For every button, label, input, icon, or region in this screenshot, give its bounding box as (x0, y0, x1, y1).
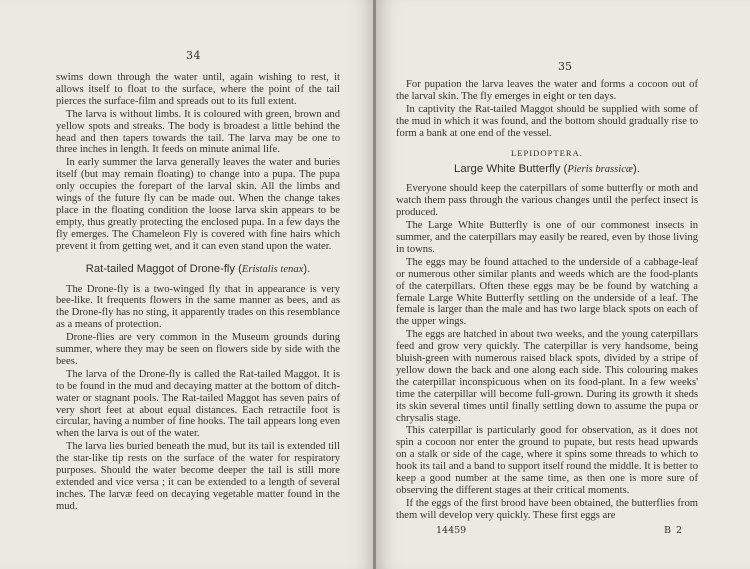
section-heading: Rat-tailed Maggot of Drone-fly (Eristalis tenax). (85, 262, 311, 275)
heading-latin-name: Eristalis tenax (241, 263, 304, 275)
paragraph: The larva of the Drone-fly is called the Rat-tailed Maggot. It is to be found in the mud and decaying matter at the bottom of ditch-water or stagnant pools. The Rat-tailed Maggot has seven pairs of very short feet at about equal distances. Each retractile foot is circular, having a number of fine hooks. The tail appears long even when the larva is out of the water. (56, 368, 340, 440)
section-heading: Large White Butterfly (Pieris brassicæ). (454, 163, 640, 176)
paragraph: Everyone should keep the caterpillars of some butterfly or moth and watch them pass through the various changes until the perfect insect is produced. (396, 183, 698, 219)
paragraph: For pupation the larva leaves the water and forms a cocoon out of the larval skin. The fly emerges in eight or ten days. (396, 79, 698, 102)
left-page (0, 0, 374, 569)
paragraph: The larva lies buried beneath the mud, but its tail is extended till the star-like tip rests on the surface of the water for respiratory purposes. Should the water become deeper the tail is still more extended and vice versa ; it can be extended to a length of several inches. The larvæ feed on decaying vegetable matter found in the mud. (56, 441, 340, 512)
paragraph: swims down through the water until, again wishing to rest, it allows itself to float to the surface, where the point of the tail pierces the surface-film and spreads out to its full extent. (56, 72, 340, 107)
paragraph: If the eggs of the first brood have been obtained, the butterflies from them will develop very quickly. These first eggs are (396, 497, 698, 521)
paragraph: The eggs may be found attached to the underside of a cabbage-leaf or numerous other similar plants and weeds which are the food-plants of the caterpillars. Often these eggs may be be found by watching a female Large White Butterfly settling on the underside of a leaf. The female is larger than the male and has two large black spots on each of the upper wings. (396, 256, 698, 328)
paragraph: This caterpillar is particularly good for observation, as it does not spin a cocoon nor enter the ground to pupate, but rests head upwards on a stalk or side of the cage, where it spins some threads to which to hook its tail and a band to support itself round the middle. It is better to keep a good number at the same time, as then one is more sure of observing the different stages at their critical moments. (396, 425, 698, 496)
paragraph: The eggs are hatched in about two weeks, and the young caterpillars feed and grow very quickly. The caterpillar is very handsome, being bluish-green with numerous raised black spots, divided by a stripe of yellow down the back and one along each side. This colouring makes the caterpillar inconspicuous when on its food-plant. In a few weeks' time the caterpillar will become full-grown. During its growth it sheds its skin several times until finally settling down to assume the pupa or chrysalis stage. (396, 329, 698, 424)
paragraph: In early summer the larva generally leaves the water and buries itself (but may remain floating) to change into a pupa. The pupa only occupies the forepart of the larval skin. All the limbs and wings of the future fly can be made out. When the change takes place in the floating condition the loose larva skin appears to be empty, thus greatly protecting the enclosed pupa. In a few days the fly emerges. The Chameleon Fly is covered with fine hairs which prevent it from getting wet, and it can even stand upon the water. (56, 157, 340, 252)
section-label: LEPIDOPTERA. (511, 147, 583, 158)
signature-mark: B 2 (664, 525, 684, 536)
right-page (376, 0, 750, 569)
heading-title: Large White Butterfly (454, 163, 561, 176)
paragraph: In captivity the Rat-tailed Maggot should be supplied with some of the mud in which it was found, and the bottom should gradually rise to form a bank at one end of the vessel. (396, 103, 698, 139)
paragraph: The larva is without limbs. It is coloured with green, brown and yellow spots and streaks. The body is broadest a little behind the head and then tapers towards the tail. The larva may be one to three inches in length. It feeds on minute animal life. (56, 108, 340, 156)
right-page-body (396, 79, 698, 523)
printer-code: 14459 (436, 525, 467, 536)
page-number: 35 (558, 60, 572, 73)
heading-latin-name: Pieris brassicæ (567, 164, 633, 176)
paragraph: The Large White Butterfly is one of our commonest insects in summer, and the caterpillars may easily be reared, even by those living in towns. (396, 220, 698, 255)
paragraph: Drone-flies are very common in the Museum grounds during summer, where they may be seen on flowers side by side with the bees. (56, 332, 340, 367)
heading-title: Rat-tailed Maggot of Drone-fly (85, 262, 236, 275)
paragraph: The Drone-fly is a two-winged fly that in appearance is very bee-like. It frequents flowers in the same manner as bees, and as the Drone-fly has no sting, it apparently trades on this resemblance as a means of protection. (56, 283, 340, 331)
left-page-body (56, 72, 340, 514)
page-number: 34 (186, 49, 201, 62)
